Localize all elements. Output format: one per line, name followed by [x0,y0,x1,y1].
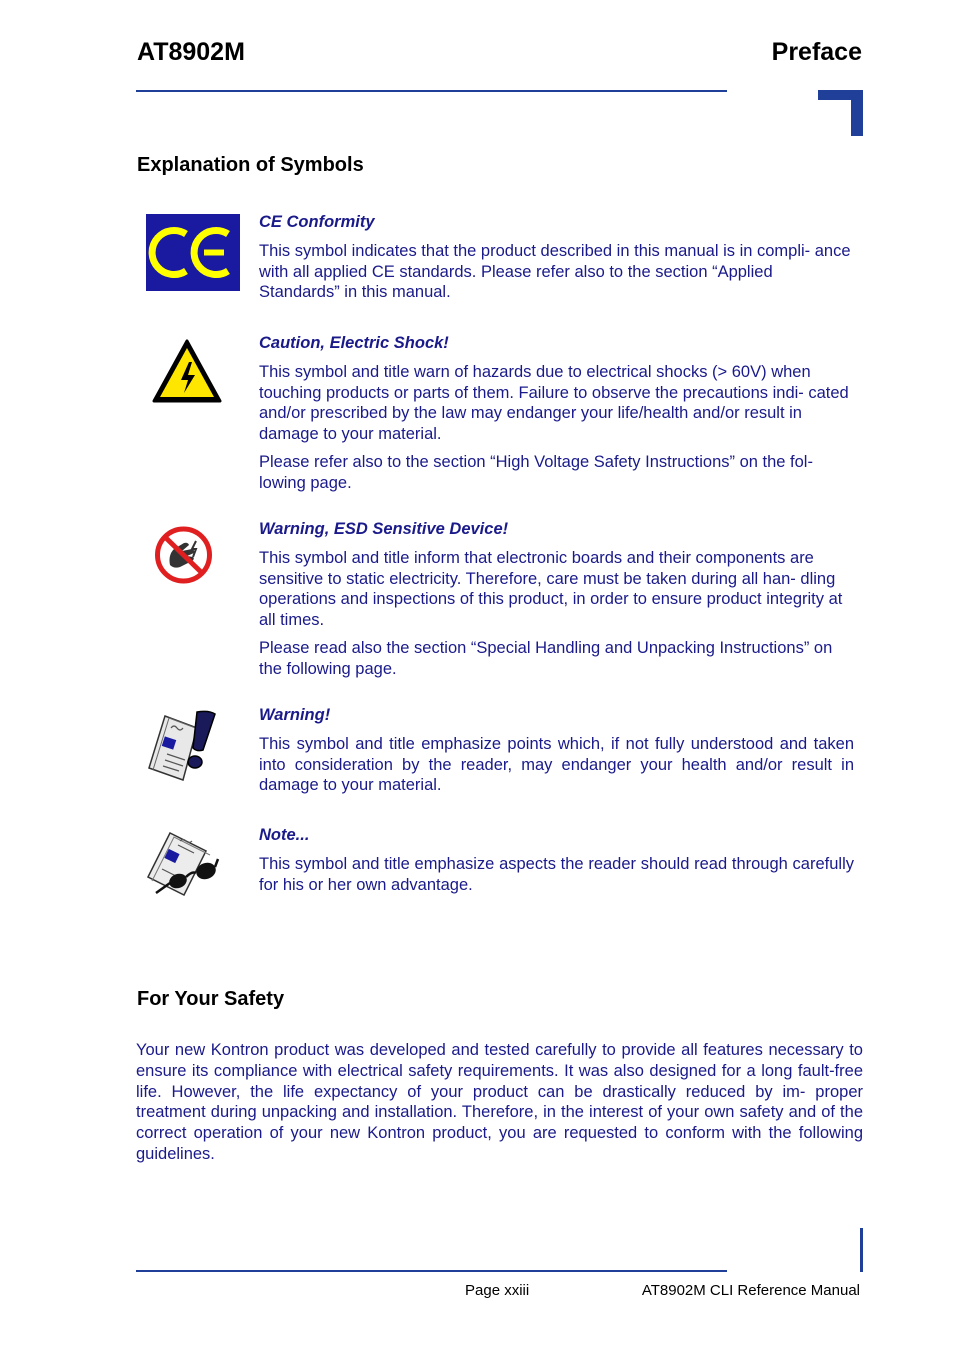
symbol-entry-note [259,825,854,902]
symbol-description: Please refer also to the section “High Voltage Safety Instructions” on the fol- lowing page. [259,452,813,492]
symbol-entry-esd [259,519,854,686]
header-section-name: Preface [771,38,862,66]
symbol-title: Warning! [259,706,331,724]
ce-mark-icon [146,214,240,291]
symbol-description: Please read also the section “Special Handling and Unpacking Instructions” on the following page. [259,638,833,678]
symbol-title: Caution, Electric Shock! [259,334,449,352]
symbol-title: Note... [259,826,310,844]
symbol-title: CE Conformity [259,213,375,231]
header-rule [136,90,727,92]
warning-document-icon [145,708,219,784]
note-glasses-icon [144,829,220,903]
symbol-entry-electric-shock [259,333,854,500]
header-corner-mark-vertical [851,90,863,136]
safety-body-text: Your new Kontron product was developed and tested carefully to provide all features necessary to ensure its compliance with electrical safety requirements. It was also designed for a long fault-free life. However, the life expectancy of your product can be drastically reduced by im- proper treatment during unpacking and installation. Therefore, in the interest of your own safety and of the correct operation of your new Kontron product, you are requested to conform with the following guidelines. [136,1041,863,1163]
symbol-entry-warning [259,705,854,803]
footer-page-number: Page xxiii [465,1282,530,1299]
symbol-description: This symbol and title emphasize aspects the reader should read through carefully for his or her own advantage. [259,855,854,894]
symbol-title: Warning, ESD Sensitive Device! [259,520,509,538]
symbol-entry-ce [259,212,854,310]
footer-document-title: AT8902M CLI Reference Manual [641,1282,860,1299]
esd-sensitive-icon [154,525,213,585]
symbol-description: This symbol and title warn of hazards due to electrical shocks (> 60V) when touching products or parts of them. Failure to observe the precautions indi- cated and/or prescribed by the law may endanger your life/health and/or result in damage to your material. [259,363,849,444]
symbol-description: This symbol indicates that the product described in this manual is in compli- ance with all applied CE standards. Please refer also to the section “Applied Standards” in this manual. [259,242,851,302]
header-product-name: AT8902M [137,38,245,66]
symbol-description: This symbol and title inform that electronic boards and their components are sensitive to static electricity. Therefore, care must be taken during all han- dling operations and inspections of this product, in order to ensure product integrity at all times. [259,549,843,630]
footer-corner-mark [860,1228,863,1272]
safety-section-title: For Your Safety [137,988,285,1010]
electric-shock-warning-icon [151,338,223,404]
footer-rule [136,1270,727,1272]
symbols-section-title: Explanation of Symbols [137,154,364,176]
symbol-description: This symbol and title emphasize points which, if not fully understood and taken into consideration by the reader, may endanger your health and/or result in damage to your material. [259,735,854,795]
